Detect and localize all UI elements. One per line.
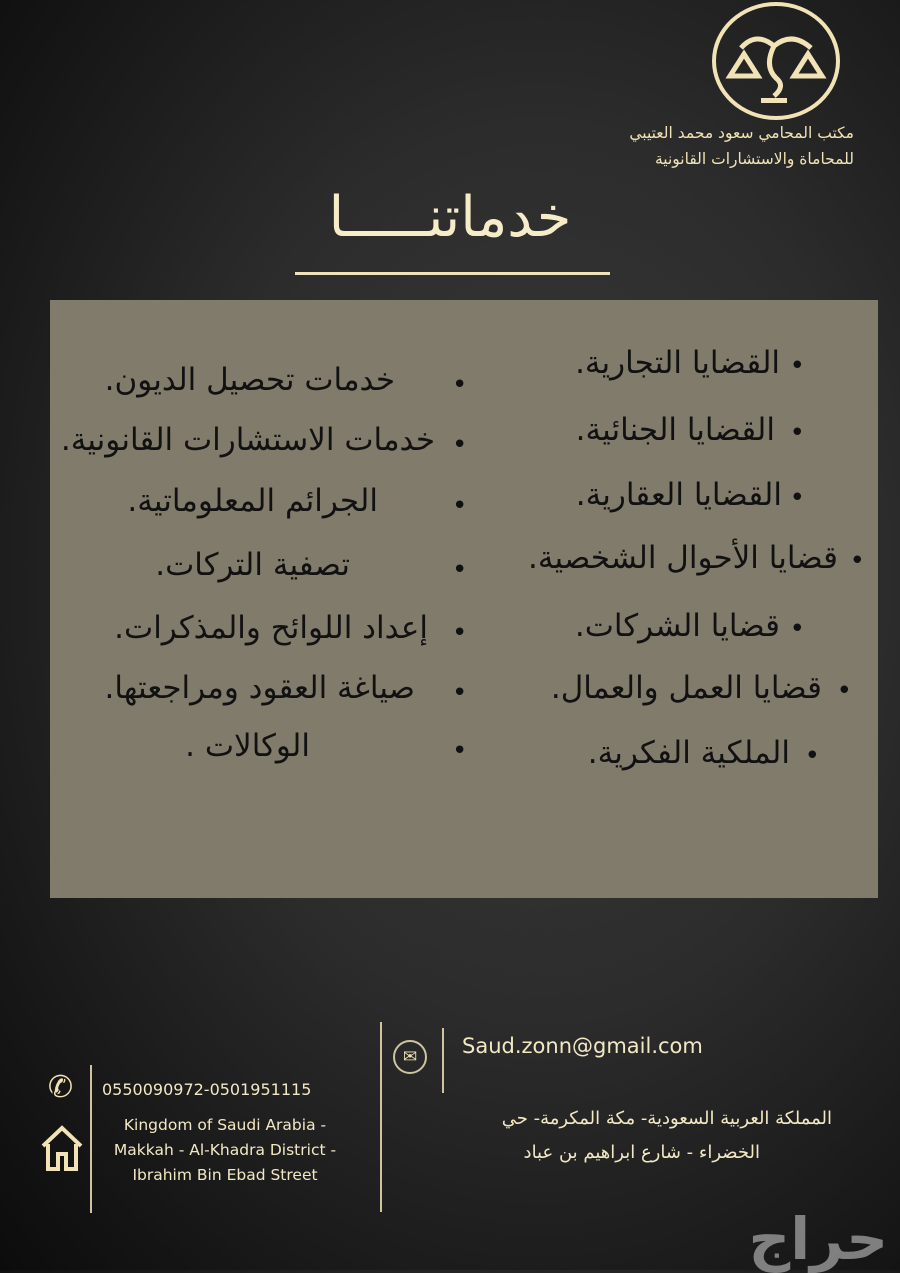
service-item: قضايا العمل والعمال. (550, 670, 822, 706)
phone-icon: ✆ (48, 1070, 74, 1105)
address-en-1: Kingdom of Saudi Arabia - (123, 1116, 327, 1134)
bullet-icon: • (452, 491, 468, 521)
service-item: خدمات تحصيل الديون. (104, 362, 395, 398)
service-item: الجرائم المعلوماتية. (127, 483, 378, 519)
bullet-icon: • (789, 483, 805, 513)
address-en (100, 1113, 350, 1188)
service-item: قضايا الأحوال الشخصية. (528, 540, 838, 576)
bullet-icon: • (849, 546, 865, 576)
office-subtitle: للمحاماة والاستشارات القانونية (655, 150, 854, 168)
email-icon: ✉ (393, 1040, 427, 1074)
bullet-icon: • (836, 676, 852, 706)
watermark: حراج (748, 1205, 888, 1273)
office-name: مكتب المحامي سعود محمد العتيبي (629, 124, 854, 142)
bullet-icon: • (452, 555, 468, 585)
scales-icon (716, 6, 836, 116)
service-item: الوكالات . (185, 728, 310, 764)
email[interactable]: Saud.zonn@gmail.com (462, 1034, 703, 1058)
bullet-icon: • (452, 678, 468, 708)
address-en-3: Ibrahim Bin Ebad Street (132, 1166, 318, 1184)
bullet-icon: • (789, 614, 805, 644)
service-item: خدمات الاستشارات القانونية. (60, 422, 435, 458)
bullet-icon: • (789, 418, 805, 448)
address-ar-2: الخضراء - شارع ابراهيم بن عباد (523, 1142, 760, 1163)
address-ar-1: المملكة العربية السعودية- مكة المكرمة- حي (501, 1108, 832, 1129)
service-item: إعداد اللوائح والمذكرات. (114, 610, 428, 646)
bullet-icon: • (452, 618, 468, 648)
bullet-icon: • (452, 370, 468, 400)
page-title: خدماتنـــــا (328, 185, 572, 250)
title-underline (295, 272, 610, 275)
divider (90, 1065, 92, 1213)
service-item: تصفية التركات. (155, 547, 350, 583)
bullet-icon: • (452, 430, 468, 460)
home-icon (40, 1124, 84, 1176)
service-item: القضايا العقارية. (575, 477, 782, 513)
bullet-icon: • (804, 741, 820, 771)
divider (442, 1028, 444, 1093)
address-en-2: Makkah - Al-Khadra District - (113, 1141, 337, 1159)
scales-of-justice-logo (712, 2, 840, 120)
service-item: صياغة العقود ومراجعتها. (104, 670, 415, 706)
service-item: الملكية الفكرية. (587, 735, 790, 771)
bullet-icon: • (452, 736, 468, 766)
phone-numbers[interactable]: 0550090972-0501951115 (102, 1080, 312, 1099)
bullet-icon: • (789, 351, 805, 381)
service-item: القضايا الجنائية. (575, 412, 775, 448)
service-item: قضايا الشركات. (574, 608, 780, 644)
service-item: القضايا التجارية. (575, 345, 780, 381)
divider (380, 1022, 382, 1212)
